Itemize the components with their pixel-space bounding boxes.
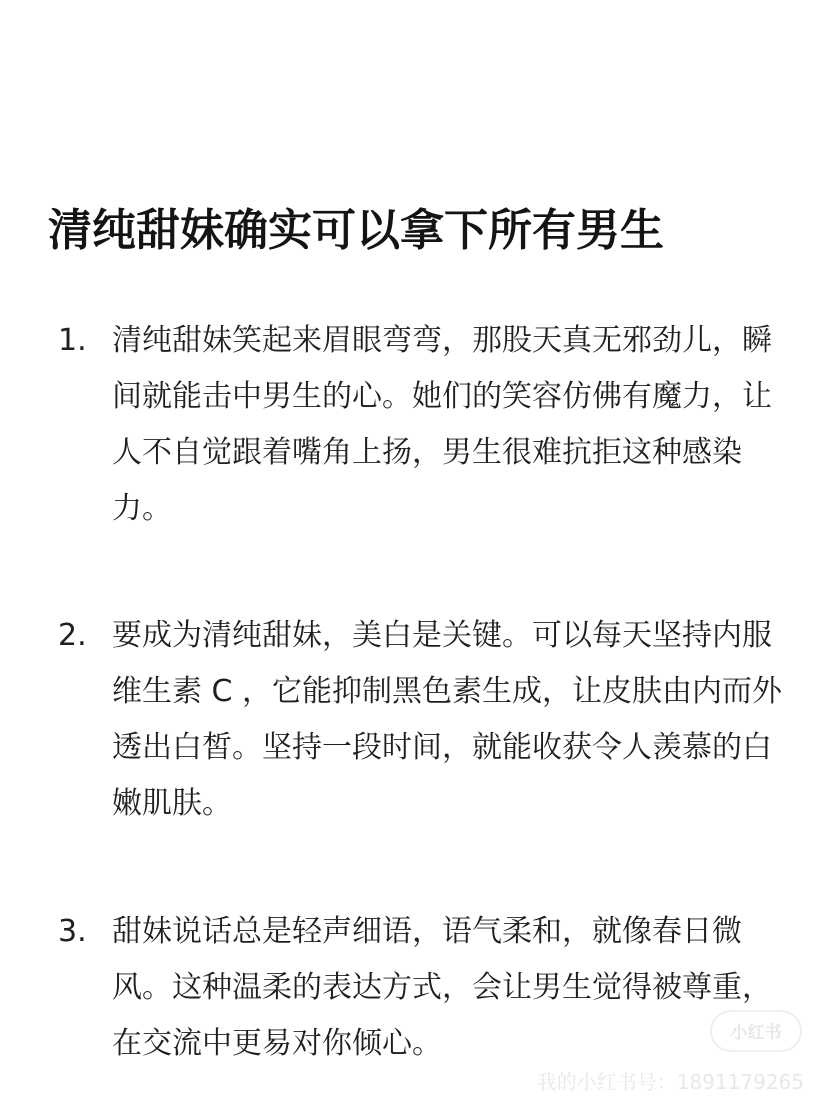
list-item-text: 清纯甜妹笑起来眉眼弯弯，那股天真无邪劲儿，瞬间就能击中男生的心。她们的笑容仿佛有魔力，让人不自觉跟着嘴角上扬，男生很难抗拒这种感染力。 (112, 323, 772, 526)
watermark-logo: 小红书 (710, 1010, 802, 1052)
watermark-account-id: 我的小红书号：1891179265 (536, 1070, 804, 1094)
page-title: 清纯甜妹确实可以拿下所有男生 (48, 205, 664, 256)
list-item-text: 甜妹说话总是轻声细语，语气柔和，就像春日微风。这种温柔的表达方式，会让男生觉得被尊重，在交流中更易对你倾心。 (112, 914, 772, 1061)
list-item-number: 2. (58, 618, 87, 653)
list-item-text: 要成为清纯甜妹，美白是关键。可以每天坚持内服维生素 C ，它能抑制黑色素生成，让皮肤由内而外透出白皙。坚持一段时间，就能收获令人羡慕的白嫩肌肤。 (112, 618, 783, 821)
list-item-number: 1. (58, 323, 87, 358)
list-item-number: 3. (58, 914, 87, 949)
